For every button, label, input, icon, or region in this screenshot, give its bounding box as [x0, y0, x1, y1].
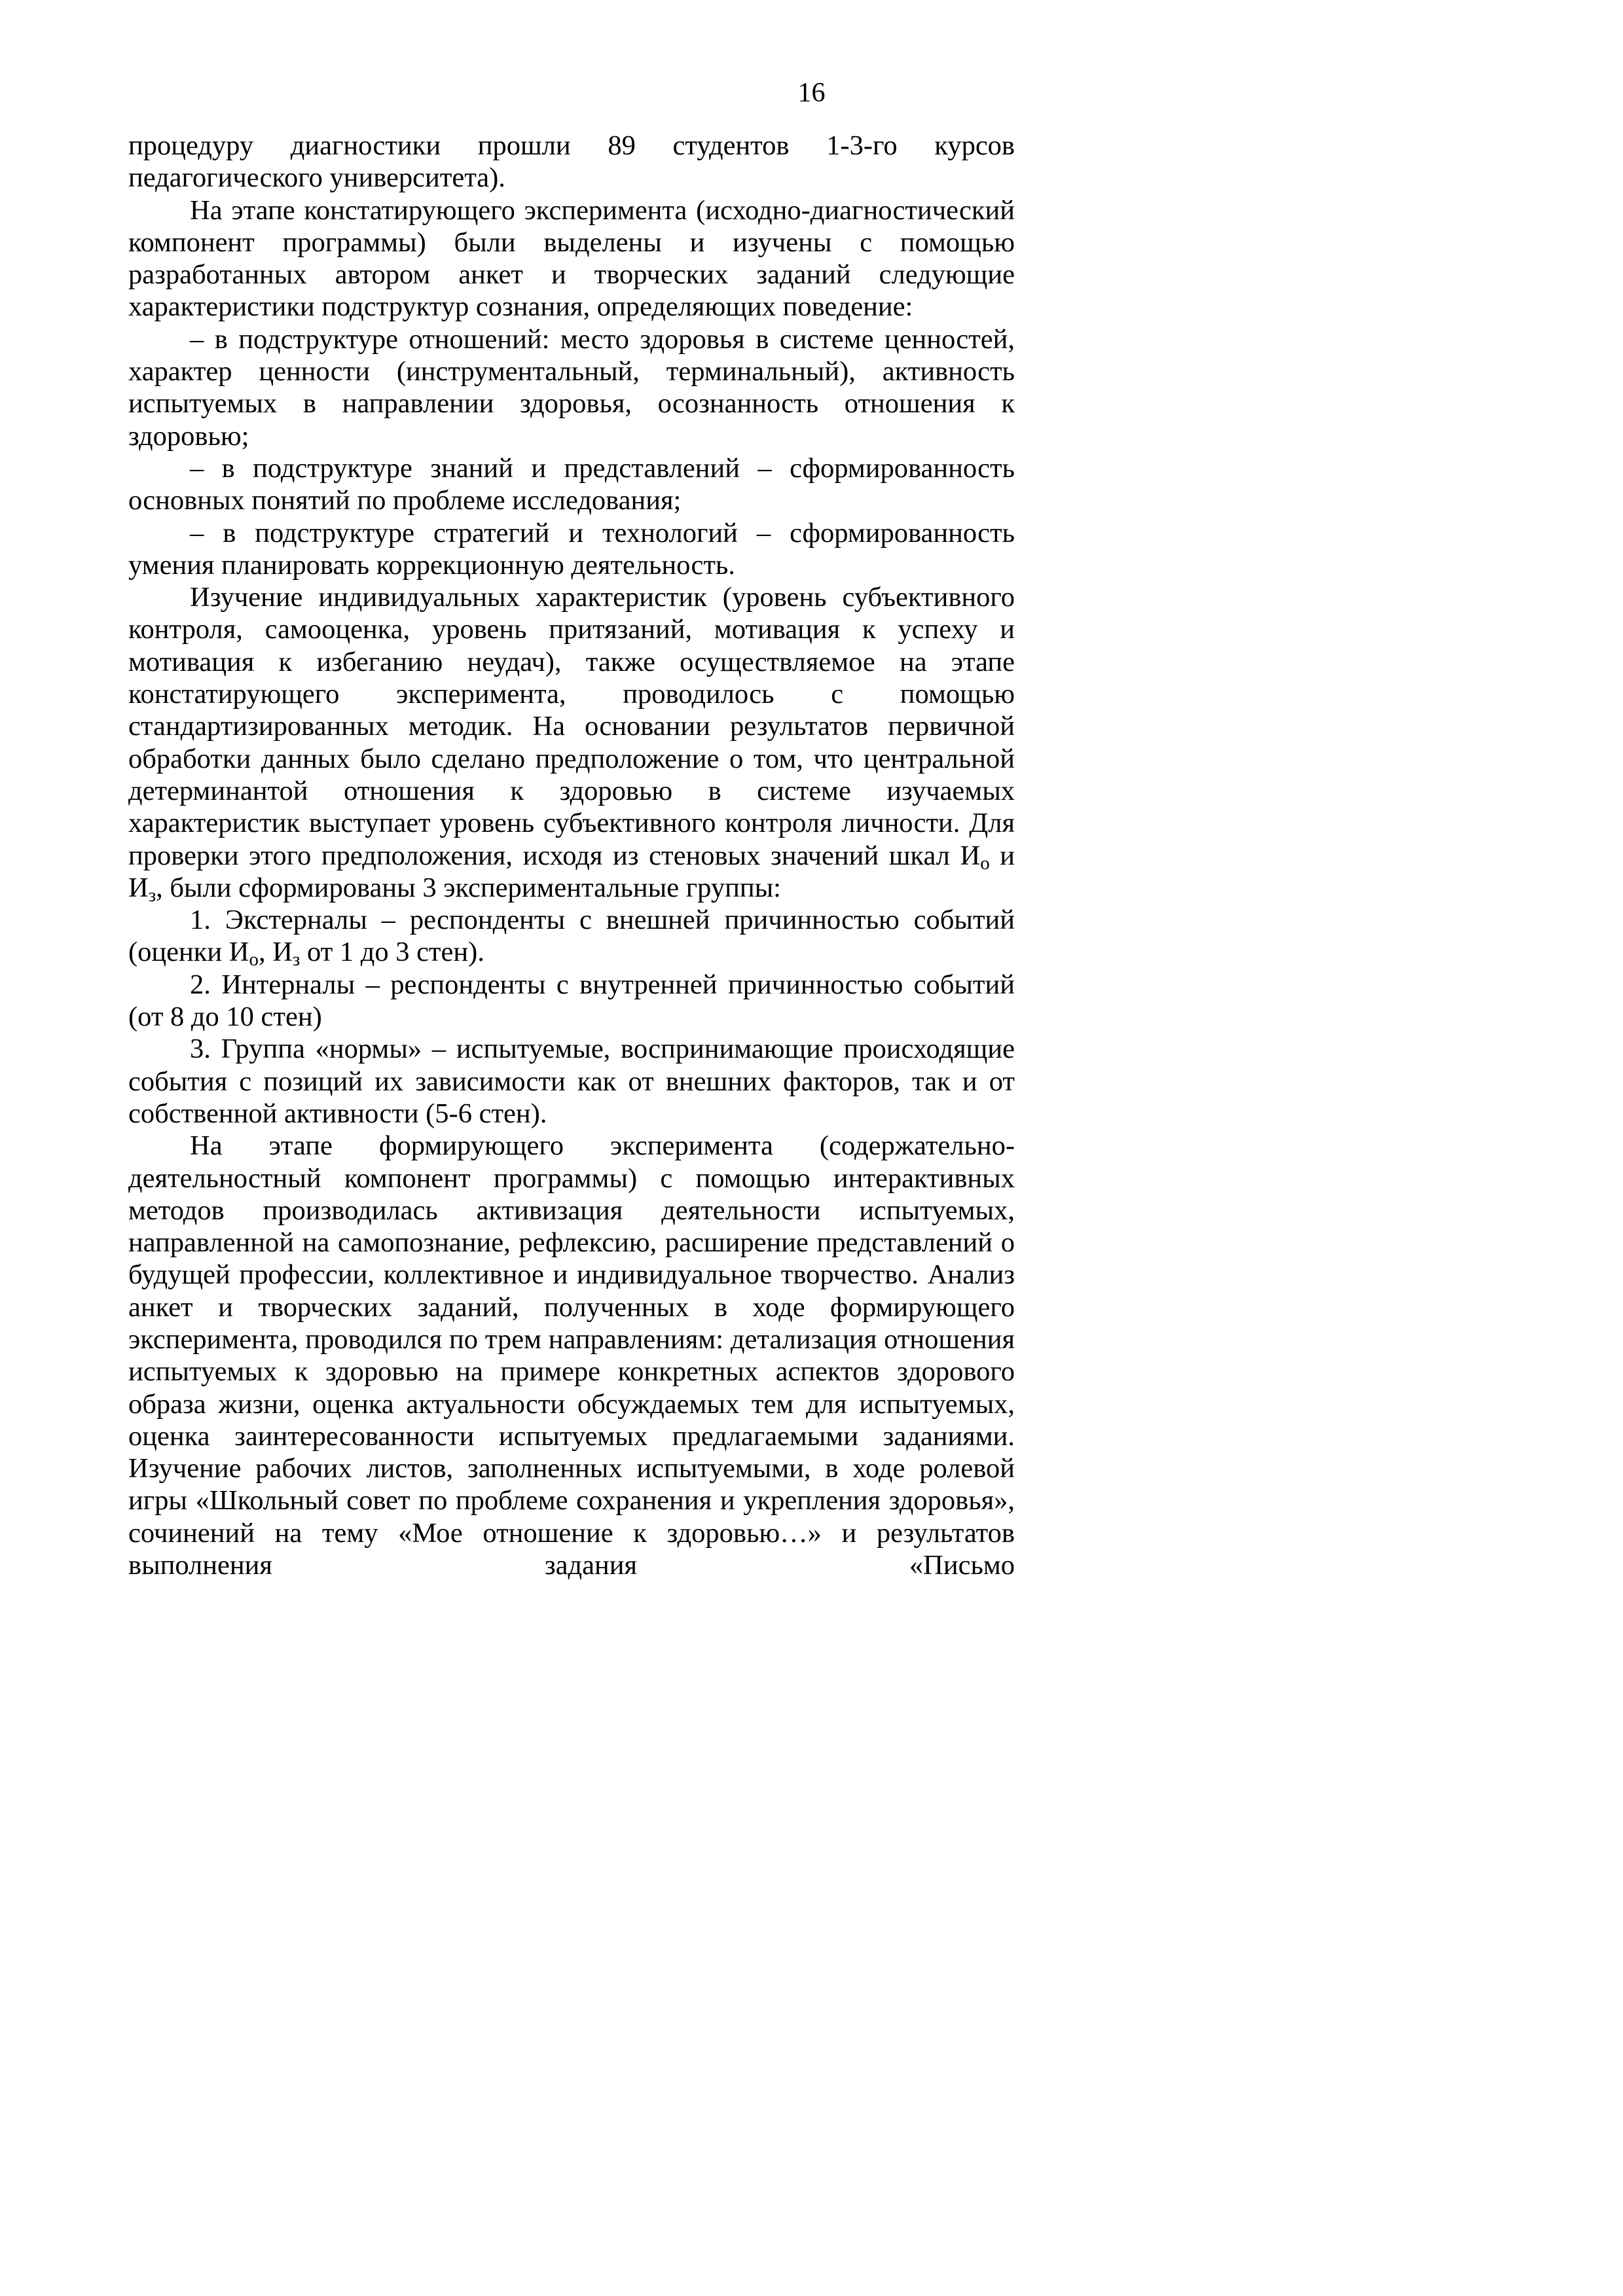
- paragraph-6-text-a: Изучение индивидуальных характеристик (уровень субъективного контроля, самооценка, уровень притязаний, мотивация к успеху и мотивация к избеганию неудач), также осуществляемое на этапе констатирующего эксперимента, проводилось с помощью стандартизированных методик. На основании результатов первичной обработки данных было сделано предположение о том, что центральной детерминантой отношения к здоровью в системе изучаемых характеристик выступает уровень субъективного контроля личности. Для проверки этого предположения, исходя из стеновых значений шкал: [128, 582, 1015, 871]
- scale-io: $И_о$: [960, 840, 990, 874]
- scale-iz: $И_з$: [128, 872, 156, 906]
- paragraph-5-strategies: – в подструктуре стратегий и технологий – сформированность умения планировать коррекционную деятельность.: [128, 517, 1015, 581]
- paragraph-10-formative-experiment: На этапе формирующего эксперимента (содержательно-деятельностный компонент программы) с помощью интерактивных методов производилась активизация деятельности испытуемых, направленной на самопознание, рефлексию, расширение представлений о будущей профессии, коллективное и индивидуальное творчество. Анализ анкет и творческих заданий, полученных в ходе формирующего эксперимента, проводился по трем направлениям: детализация отношения испытуемых к здоровью на примере конкретных аспектов здорового образа жизни, оценка актуальности обсуждаемых тем для испытуемых, оценка заинтересованности испытуемых предлагаемыми заданиями. Изучение рабочих листов, заполненных испытуемыми, в ходе ролевой игры «Школьный совет по проблеме сохранения и укрепления здоровья», сочинений на тему «Мое отношение к здоровью…» и результатов выполнения задания «Письмо: [128, 1130, 1015, 1581]
- paragraph-2: На этапе констатирующего эксперимента (исходно-диагностический компонент программы) были выделены и изучены с помощью разработанных автором анкет и творческих заданий следующие характеристики подструктур сознания, определяющих поведение:: [128, 194, 1015, 323]
- scale-io: $И_о$: [228, 937, 259, 971]
- scale-iz: $И_з$: [272, 937, 301, 971]
- group-1-externals: 1. Экстерналы – респонденты с внешней причинностью событий (оценки $И_о$, $И_з$ от 1 до 3 стен).: [128, 905, 1015, 971]
- paragraph-4-knowledge: – в подструктуре знаний и представлений – сформированность основных понятий по проблеме исследования;: [128, 452, 1015, 516]
- page-number: 16: [797, 78, 826, 108]
- group-1-text-a: 1. Экстерналы – респонденты с внешней причинностью событий (оценки: [128, 905, 1015, 968]
- paragraph-1: процедуру диагностики прошли 89 студентов 1-3-го курсов педагогического университета).: [128, 130, 1015, 194]
- conjunction: и: [1000, 840, 1015, 871]
- paragraph-6-individual-characteristics: [128, 581, 1015, 904]
- paragraph-3-relations: – в подструктуре отношений: место здоровья в системе ценностей, характер ценности (инструментальный, терминальный), активность испытуемых в направлении здоровья, осознанность отношения к здоровью;: [128, 323, 1015, 452]
- group-1-text-b: от 1 до 3 стен).: [306, 937, 484, 968]
- group-2-internals: 2. Интерналы – респонденты с внутренней причинностью событий (от 8 до 10 стен): [128, 969, 1015, 1033]
- body-text: [128, 130, 1015, 1581]
- group-3-norm: 3. Группа «нормы» – испытуемые, воспринимающие происходящие события с позиций их зависимости как от внешних факторов, так и от собственной активности (5-6 стен).: [128, 1033, 1015, 1129]
- paragraph-6-text-b: , были сформированы 3 экспериментальные группы:: [156, 872, 781, 903]
